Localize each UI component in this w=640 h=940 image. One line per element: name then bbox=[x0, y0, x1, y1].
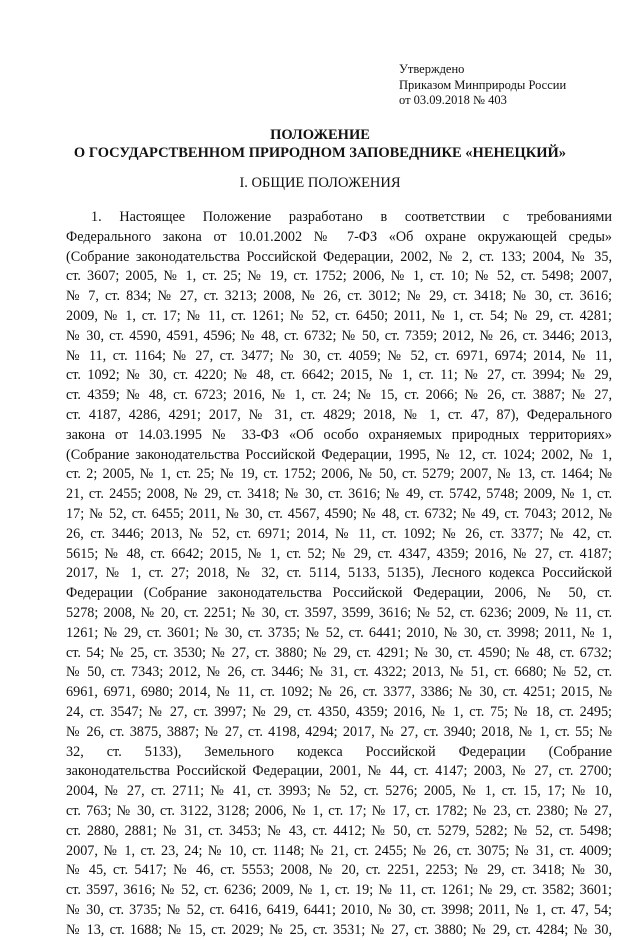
approval-line: Утверждено bbox=[399, 62, 465, 76]
title-line: О ГОСУДАРСТВЕННОМ ПРИРОДНОМ ЗАПОВЕДНИКЕ «НЕНЕЦКИЙ» bbox=[73, 145, 567, 161]
body-text-line: № 50, ст. 7343; 2012, № 26, ст. 3446; № 31, ст. 4322; 2013, № 51, ст. 6680; № 52, ст. bbox=[66, 664, 612, 681]
body-text-line: ст. 4359; № 48, ст. 6723; 2016, № 1, ст. 24; № 15, ст. 2066; № 26, ст. 3887; № 27, bbox=[66, 387, 612, 404]
body-text-line: 26, ст. 3446; 2013, № 52, ст. 6971; 2014, № 11, ст. 1092; № 26, ст. 3377; № 42, ст. bbox=[66, 525, 612, 542]
body-text-line: ст. 4187, 4286, 4291; 2017, № 31, ст. 4829; 2018, № 1, ст. 47, 87), Федерального bbox=[66, 406, 612, 423]
body-text-line: 6961, 6971, 6980; 2014, № 11, ст. 1092; № 26, ст. 3377, 3386; № 30, ст. 4251; 2015, № bbox=[66, 684, 612, 701]
body-text-line: 1261; № 29, ст. 3601; № 30, ст. 3735; № 52, ст. 6441; 2010, № 30, ст. 3998; 2011, № 1, bbox=[66, 624, 612, 641]
body-text-line: законодательства Российской Федерации, 2001, № 44, ст. 4147; 2003, № 27, ст. 2700; bbox=[66, 763, 612, 780]
section-heading: I. ОБЩИЕ ПОЛОЖЕНИЯ bbox=[239, 175, 401, 191]
body-text-line: 17; № 52, ст. 6455; 2011, № 30, ст. 4567, 4590; № 48, ст. 6732; № 49, ст. 7043; 2012, № bbox=[66, 505, 612, 522]
body-text-line: Федерации (Собрание законодательства Российской Федерации, 2006, № 50, ст. bbox=[66, 585, 612, 602]
body-text-line: № 30, ст. 4590, 4591, 4596; № 48, ст. 6732; № 50, ст. 7359; 2012, № 26, ст. 3446; 2013, bbox=[66, 327, 612, 344]
title-line: ПОЛОЖЕНИЕ bbox=[270, 127, 370, 143]
body-text-line: (Собрание законодательства Российской Федерации, 1995, № 12, ст. 1024; 2002, № 1, bbox=[66, 446, 612, 463]
body-text-line: 2004, № 27, ст. 2711; № 41, ст. 3993; № 52, ст. 5276; 2005, № 1, ст. 15, 17; № 10, bbox=[66, 783, 612, 800]
body-text-line: 1. Настоящее Положение разработано в соответствии с требованиями bbox=[91, 209, 612, 225]
body-text-line: 5278; 2008, № 20, ст. 2251; № 30, ст. 3597, 3599, 3616; № 52, ст. 6236; 2009, № 11, ст. bbox=[66, 604, 612, 621]
approval-stamp bbox=[399, 62, 566, 109]
body-text-line: ст. 54; № 25, ст. 3530; № 27, ст. 3880; № 29, ст. 4291; № 30, ст. 4590; № 48, ст. 6732; bbox=[66, 644, 612, 661]
body-text-line: № 13, ст. 1688; № 15, ст. 2029; № 25, ст. 3531; № 27, ст. 3880; № 29, ст. 4284; № 30, bbox=[66, 921, 612, 938]
body-text-line: ст. 3607; 2005, № 1, ст. 25; № 19, ст. 1752; 2006, № 1, ст. 10; № 52, ст. 5498; 2007, bbox=[66, 268, 612, 285]
body-text-line: 32, ст. 5133), Земельного кодекса Российской Федерации (Собрание bbox=[66, 743, 612, 760]
body-text-line: (Собрание законодательства Российской Федерации, 2002, № 2, ст. 133; 2004, № 35, bbox=[66, 248, 612, 265]
body-text-line: Федерального закона от 10.01.2002 № 7-ФЗ «Об охране окружающей среды» bbox=[66, 228, 612, 245]
body-text-line: ст. 2880, 2881; № 31, ст. 3453; № 43, ст. 4412; № 50, ст. 5279, 5282; № 52, ст. 5498; bbox=[66, 822, 612, 839]
document-title bbox=[0, 126, 640, 162]
body-text-line: 24, ст. 3547; № 27, ст. 3997; № 29, ст. 4350, 4359; 2016, № 1, ст. 75; № 18, ст. 2495; bbox=[66, 703, 612, 720]
body-text-line: № 7, ст. 834; № 27, ст. 3213; 2008, № 26, ст. 3012; № 29, ст. 3418; № 30, ст. 3616; bbox=[66, 288, 612, 305]
body-text-line: № 30, ст. 3735; № 52, ст. 6416, 6419, 6441; 2010, № 30, ст. 3998; 2011, № 1, ст. 47, 54; bbox=[66, 901, 612, 918]
approval-line: от 03.09.2018 № 403 bbox=[399, 93, 507, 107]
body-text-line: 5615; № 48, ст. 6642; 2015, № 1, ст. 52; № 29, ст. 4347, 4359; 2016, № 27, ст. 4187; bbox=[66, 545, 612, 562]
body-text-line: № 11, ст. 1164; № 27, ст. 3477; № 30, ст. 4059; № 52, ст. 6971, 6974; 2014, № 11, bbox=[66, 347, 612, 364]
body-text-line: № 26, ст. 3875, 3887; № 27, ст. 4198, 4294; 2017, № 27, ст. 3940; 2018, № 1, ст. 55; № bbox=[66, 723, 612, 740]
approval-line: Приказом Минприроды России bbox=[399, 77, 567, 92]
body-text-line: ст. 763; № 30, ст. 3122, 3128; 2006, № 1, ст. 17; № 17, ст. 1782; № 23, ст. 2380; № 27, bbox=[66, 802, 612, 819]
body-text-line: ст. 1092; № 30, ст. 4220; № 48, ст. 6642; 2015, № 1, ст. 11; № 27, ст. 3994; № 29, bbox=[66, 367, 612, 384]
document-body bbox=[66, 208, 612, 940]
body-text-line: закона от 14.03.1995 № 33-ФЗ «Об особо охраняемых природных территориях» bbox=[66, 426, 612, 443]
body-text-line: 2009, № 1, ст. 17; № 11, ст. 1261; № 52, ст. 6450; 2011, № 1, ст. 54; № 29, ст. 4281; bbox=[66, 307, 612, 324]
body-text-line: ст. 2; 2005, № 1, ст. 25; № 19, ст. 1752; 2006, № 50, ст. 5279; 2007, № 13, ст. 1464; № bbox=[66, 466, 612, 483]
body-text-line: 21, ст. 2455; 2008, № 29, ст. 3418; № 30, ст. 3616; № 49, ст. 5742, 5748; 2009, № 1, ст. bbox=[66, 486, 612, 503]
body-text-line: ст. 3597, 3616; № 52, ст. 6236; 2009, № 1, ст. 19; № 11, ст. 1261; № 29, ст. 3582; 3601; bbox=[66, 882, 612, 899]
body-text-line: № 45, ст. 5417; № 46, ст. 5553; 2008, № 20, ст. 2251, 2253; № 29, ст. 3418; № 30, bbox=[66, 862, 612, 879]
body-text-line: 2007, № 1, ст. 23, 24; № 10, ст. 1148; № 21, ст. 2455; № 26, ст. 3075; № 31, ст. 4009; bbox=[66, 842, 612, 859]
body-text-line: 2017, № 1, ст. 27; 2018, № 32, ст. 5114, 5133, 5135), Лесного кодекса Российской bbox=[66, 565, 612, 582]
